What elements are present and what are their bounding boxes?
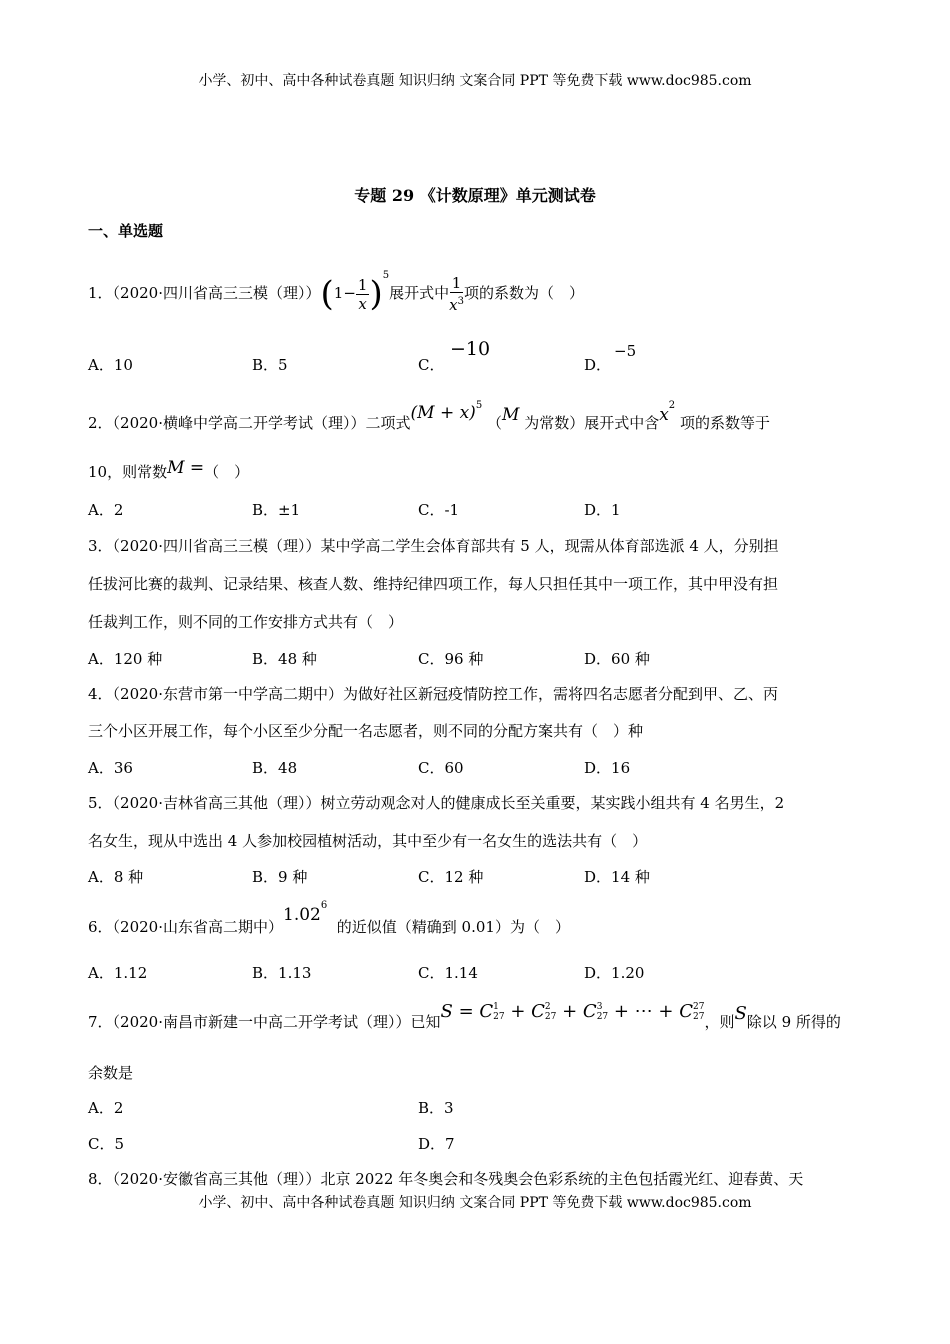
q5-option-a: A．8 种 xyxy=(88,868,144,886)
question-2: 2．（2020·横峰中学高二开学考试（理））二项式$(M + x)^5$ （M 为常数）展开式中含$x^2$ 项的系数等于 xyxy=(88,400,770,432)
q1-option-d-value: −5 xyxy=(614,342,637,360)
question-3-line-2: 任拔河比赛的裁判、记录结果、核查人数、维持纪律四项工作，每人只担任其中一项工作，其中甲没有担 xyxy=(88,575,779,593)
q1-option-c: C． xyxy=(418,356,445,374)
q1-mid: 展开式中 xyxy=(389,284,450,302)
page-title: 专题 29 《计数原理》单元测试卷 xyxy=(354,186,596,205)
question-8-line-1: 8．（2020·安徽省高三其他（理））北京 2022 年冬奥会和冬残奥会色彩系统的主色包括霞光红、迎春黄、天 xyxy=(88,1170,804,1188)
page-footer: 小学、初中、高中各种试卷真题 知识归纳 文案合同 PPT 等免费下载 www.doc985.com xyxy=(198,1195,752,1211)
q4-option-d: D．16 xyxy=(584,759,631,777)
question-5-line-2: 名女生，现从中选出 4 人参加校园植树活动，其中至少有一名女生的选法共有（ ） xyxy=(88,832,648,850)
q1-option-c-value: −10 xyxy=(450,338,491,360)
question-5-line-1: 5．（2020·吉林省高三其他（理））树立劳动观念对人的健康成长至关重要，某实践小组共有 4 名男生，2 xyxy=(88,794,785,812)
q6-option-c: C．1.14 xyxy=(418,964,478,982)
q7-option-b: B．3 xyxy=(418,1099,454,1117)
q3-option-a: A．120 种 xyxy=(88,650,163,668)
q2-option-c: C．-1 xyxy=(418,501,460,519)
question-3-line-3: 任裁判工作，则不同的工作安排方式共有（ ） xyxy=(88,613,404,631)
question-4-line-2: 三个小区开展工作，每个小区至少分配一名志愿者，则不同的分配方案共有（ ）种 xyxy=(88,722,644,740)
q5-option-c: C．12 种 xyxy=(418,868,484,886)
q2-option-a: A．2 xyxy=(88,501,124,519)
q4-option-c: C．60 xyxy=(418,759,464,777)
page-header: 小学、初中、高中各种试卷真题 知识归纳 文案合同 PPT 等免费下载 www.doc985.com xyxy=(198,73,752,89)
question-3-line-1: 3．（2020·四川省高三三模（理））某中学高二学生会体育部共有 5 人，现需从体育部选派 4 人，分别担 xyxy=(88,537,779,555)
q6-option-a: A．1.12 xyxy=(88,964,148,982)
section-heading: 一、单选题 xyxy=(88,222,164,240)
q7-option-c: C．5 xyxy=(88,1135,125,1153)
q3-option-d: D．60 种 xyxy=(584,650,650,668)
q3-option-c: C．96 种 xyxy=(418,650,484,668)
q2-option-d: D．1 xyxy=(584,501,621,519)
question-2-line-2: 10，则常数M =（ ） xyxy=(88,458,250,481)
q5-option-b: B．9 种 xyxy=(252,868,308,886)
q7-option-a: A．2 xyxy=(88,1099,124,1117)
q4-option-b: B．48 xyxy=(252,759,298,777)
question-7-line-2: 余数是 xyxy=(88,1064,134,1082)
q6-option-d: D．1.20 xyxy=(584,964,645,982)
q4-option-a: A．36 xyxy=(88,759,133,777)
question-4-line-1: 4．（2020·东营市第一中学高二期中）为做好社区新冠疫情防控工作，需将四名志愿者分配到甲、乙、丙 xyxy=(88,685,778,703)
q3-option-b: B．48 种 xyxy=(252,650,317,668)
q5-option-d: D．14 种 xyxy=(584,868,650,886)
q1-suffix: 项的系数为（ ） xyxy=(463,284,584,302)
q2-prefix: 2．（2020·横峰中学高二开学考试（理））二项式 xyxy=(88,414,411,432)
q2-option-b: B．±1 xyxy=(252,501,301,519)
q1-option-b: B．5 xyxy=(252,356,288,374)
q1-prefix: 1．（2020·四川省高三三模（理）） xyxy=(88,284,321,302)
question-6: 6．（2020·山东省高二期中）1.02$^6$ 的近似值（精确到 0.01）为（ ） xyxy=(88,900,570,936)
q1-option-a: A．10 xyxy=(88,356,133,374)
question-7: 7．（2020·南昌市新建一中高二开学考试（理））已知S = C 1 27 + C 2 27 + C 3 27 + ⋯ + C 27 27 ，则S除以 9 所得的 xyxy=(88,1001,841,1031)
question-1: 1．（2020·四川省高三三模（理））(1− $\frac{1}{x}$ )$^5$展开式中 $\frac{1}{x^3}$ 项的系数为（ ） xyxy=(88,270,584,314)
q6-option-b: B．1.13 xyxy=(252,964,312,982)
q1-option-d: D． xyxy=(584,356,612,374)
q7-option-d: D．7 xyxy=(418,1135,455,1153)
